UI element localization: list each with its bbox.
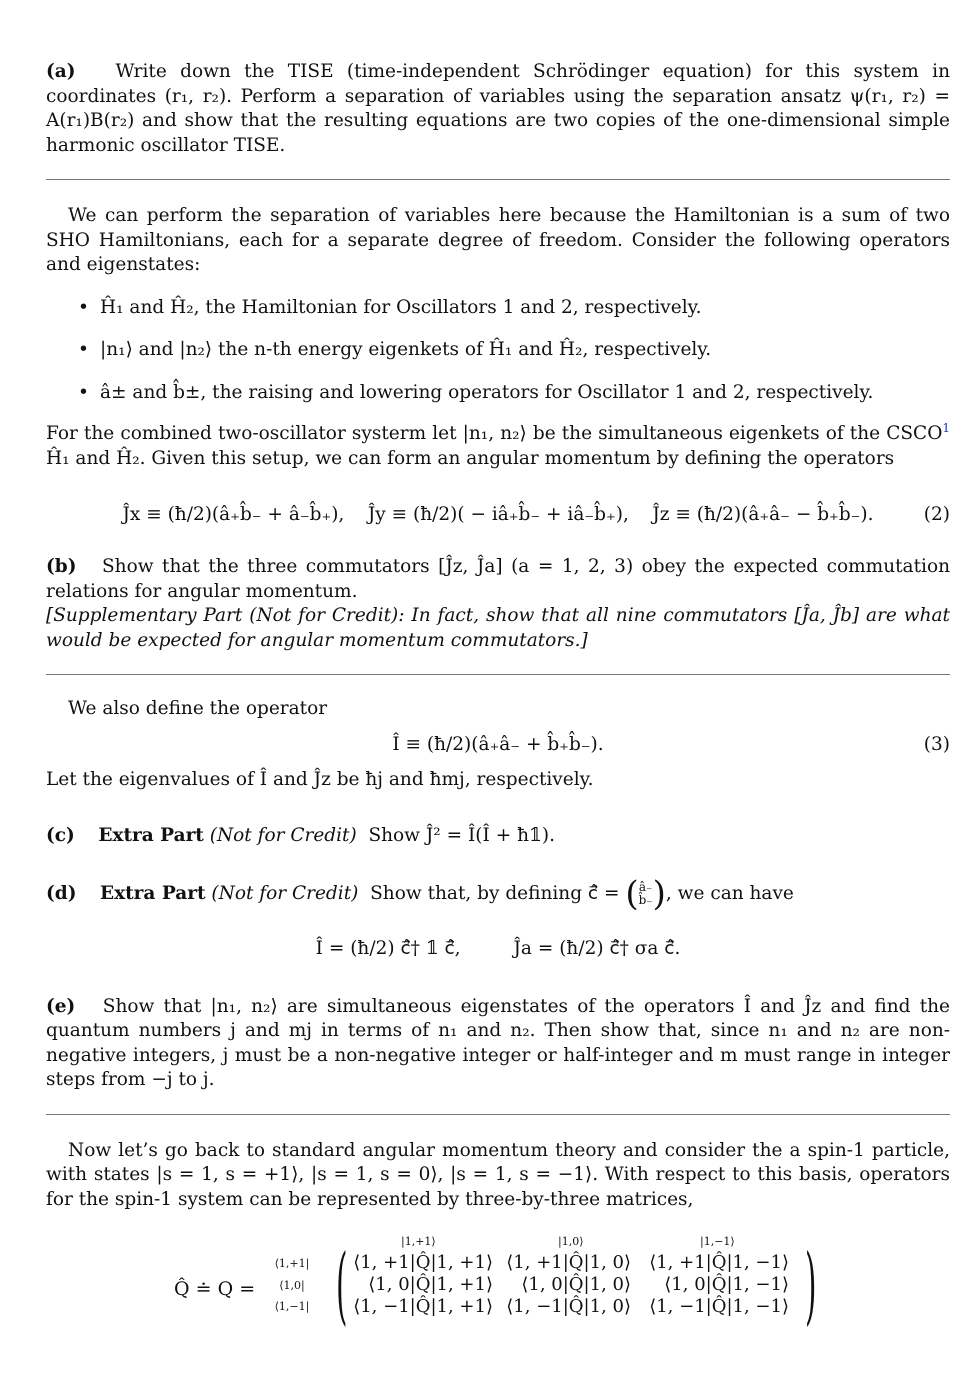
part-d-extra: Extra Part	[99, 882, 206, 904]
part-e	[46, 995, 950, 1093]
matrix-cell: ⟨1, +1|Q̂|1, 0⟩	[506, 1252, 631, 1273]
matrix-cell: ⟨1, 0|Q̂|1, 0⟩	[521, 1274, 631, 1295]
eq-i-c-vector: Î = (ħ/2) ĉ⃗† 𝟙 ĉ⃗,	[315, 937, 461, 959]
matrix-bracket-left: (	[336, 1236, 348, 1334]
vector-paren-left: (	[625, 873, 639, 914]
equation-3	[46, 722, 950, 768]
matrix-lhs: Q̂ ≐ Q =	[174, 1278, 256, 1300]
part-c-text: Show Ĵ² = Î(Î + ħ𝟙).	[368, 825, 555, 846]
eigenvalue-text: Let the eigenvalues of Î and Ĵz be ħj and ħmj, respectively.	[46, 768, 594, 790]
matrix-cell: ⟨1, +1|Q̂|1, −1⟩	[649, 1252, 789, 1273]
part-b-label: (b)	[46, 556, 77, 577]
equation-2	[46, 491, 950, 539]
matrix-cell: ⟨1, 0|Q̂|1, +1⟩	[368, 1274, 493, 1295]
part-d-text-1: Show that, by defining ĉ⃗ =	[370, 882, 620, 904]
divider-3	[46, 1114, 950, 1115]
part-c	[46, 824, 950, 849]
matrix-cell: ⟨1, −1|Q̂|1, 0⟩	[506, 1296, 631, 1317]
part-d	[46, 873, 950, 914]
part-d-text-2: , we can have	[665, 882, 794, 904]
eq-j-c-vector: Ĵa = (ħ/2) ĉ⃗† σa ĉ⃗.	[513, 937, 681, 959]
part-a-text: Write down the TISE (time-independent Schrödinger equation) for this system in coordinates (r₁, r₂). Perform a separation of variables using the separation ansatz ψ(r₁, r₂) = A(r₁)B(r₂) and show that the resulting equations are two copies of the one-dimensional simple harmonic oscillator TISE.	[46, 61, 950, 156]
part-b-text: Show that the three commutators [Ĵz, Ĵa] (a = 1, 2, 3) obey the expected commutation relations for angular momentum.	[46, 556, 950, 602]
c-vector	[639, 881, 653, 907]
part-c-nfc: (Not for Credit)	[209, 825, 357, 846]
matrix-cell: ⟨1, 0|Q̂|1, −1⟩	[664, 1274, 789, 1295]
part-a	[46, 60, 950, 158]
eq2-jx: Ĵx ≡ (ħ/2)(â₊b̂₋ + â₋b̂₊),	[122, 504, 345, 525]
vector-paren-right: )	[652, 873, 666, 914]
part-a-label: (a)	[46, 61, 76, 82]
spin1-paragraph: Now let’s go back to standard angular momentum theory and consider the a spin-1 particle, with states |s = 1, s = +1⟩, |s = 1, s = 0⟩, |s = 1, s = −1⟩. With respect to this basis, operators for the spin-1 system can be represented by three-by-three matrices,	[46, 1139, 950, 1210]
separation-intro: We can perform the separation of variables here because the Hamiltonian is a sum of two SHO Hamiltonians, each for a separate degree of freedom. Consider the following operators and eigenstates:	[46, 205, 950, 275]
matrix-col-label: |1,−1⟩	[700, 1235, 735, 1248]
footnote-1-link[interactable]: 1	[942, 420, 950, 435]
c-vector-bottom: b̂₋	[638, 892, 653, 907]
divider-2	[46, 674, 950, 675]
equation-number-2: (2)	[923, 504, 950, 525]
part-d-nfc: (Not for Credit)	[211, 882, 359, 904]
c-vector-top: â₋	[638, 879, 653, 894]
part-e-label: (e)	[46, 995, 76, 1017]
csco-text-1: For the combined two-oscillator systerm let |n₁, n₂⟩ be the simultaneous eigenkets of the CSCO	[46, 423, 943, 444]
part-b	[46, 555, 950, 604]
part-d-equations	[46, 929, 950, 969]
part-e-text: Show that |n₁, n₂⟩ are simultaneous eigenstates of the operators Î and Ĵz and find the quantum numbers j and mj in terms of n₁ and n₂. Then show that, since n₁ and n₂ are non-negative integers, j must be a non-negative integer or half-integer and m must range in integer steps from −j to j.	[46, 995, 950, 1090]
matrix-bracket-right: )	[805, 1236, 817, 1334]
eq2-jz: Ĵz ≡ (ħ/2)(â₊â₋ − b̂₊b̂₋).	[652, 504, 874, 525]
matrix-col-label: |1,0⟩	[558, 1235, 584, 1248]
equation-number-3: (3)	[923, 733, 950, 755]
divider-1	[46, 179, 950, 180]
part-c-label: (c)	[46, 825, 75, 846]
matrix-row-labels	[272, 1253, 312, 1318]
define-i-intro: We also define the operator	[68, 698, 328, 719]
eq2-jy: Ĵy ≡ (ħ/2)( − iâ₊b̂₋ + iâ₋b̂₊),	[367, 504, 629, 525]
csco-text-2: Ĥ₁ and Ĥ₂. Given this setup, we can form an angular momentum by defining the operators	[46, 447, 895, 469]
matrix-row-label: ⟨1,0|	[279, 1278, 305, 1292]
part-b-supplementary: [Supplementary Part (Not for Credit): In fact, show that all nine commutators [Ĵa, Ĵb] are what would be expected for angular momentum commutators.]	[46, 605, 950, 651]
list-item: • Ĥ₁ and Ĥ₂, the Hamiltonian for Oscillators 1 and 2, respectively.	[46, 296, 950, 321]
list-item: • â± and b̂±, the raising and lowering operators for Oscillator 1 and 2, respectively.	[46, 381, 950, 406]
matrix-row-label: ⟨1,+1|	[274, 1257, 310, 1270]
part-d-label: (d)	[46, 882, 77, 904]
matrix-cell: ⟨1, −1|Q̂|1, −1⟩	[649, 1296, 789, 1317]
csco-paragraph	[46, 422, 950, 471]
operator-list	[46, 296, 950, 406]
list-item: • |n₁⟩ and |n₂⟩ the n-th energy eigenkets of Ĥ₁ and Ĥ₂, respectively.	[46, 338, 950, 363]
matrix-cell: ⟨1, +1|Q̂|1, +1⟩	[353, 1252, 493, 1273]
eq3-expr: Î ≡ (ħ/2)(â₊â₋ + b̂₊b̂₋).	[392, 733, 604, 755]
spin1-matrix	[46, 1230, 950, 1342]
matrix-col-label: |1,+1⟩	[401, 1235, 436, 1248]
matrix-cell: ⟨1, −1|Q̂|1, +1⟩	[353, 1296, 493, 1317]
part-c-extra: Extra Part	[98, 825, 204, 846]
problem-page	[46, 58, 950, 1342]
matrix-row-label: ⟨1,−1|	[274, 1300, 310, 1313]
